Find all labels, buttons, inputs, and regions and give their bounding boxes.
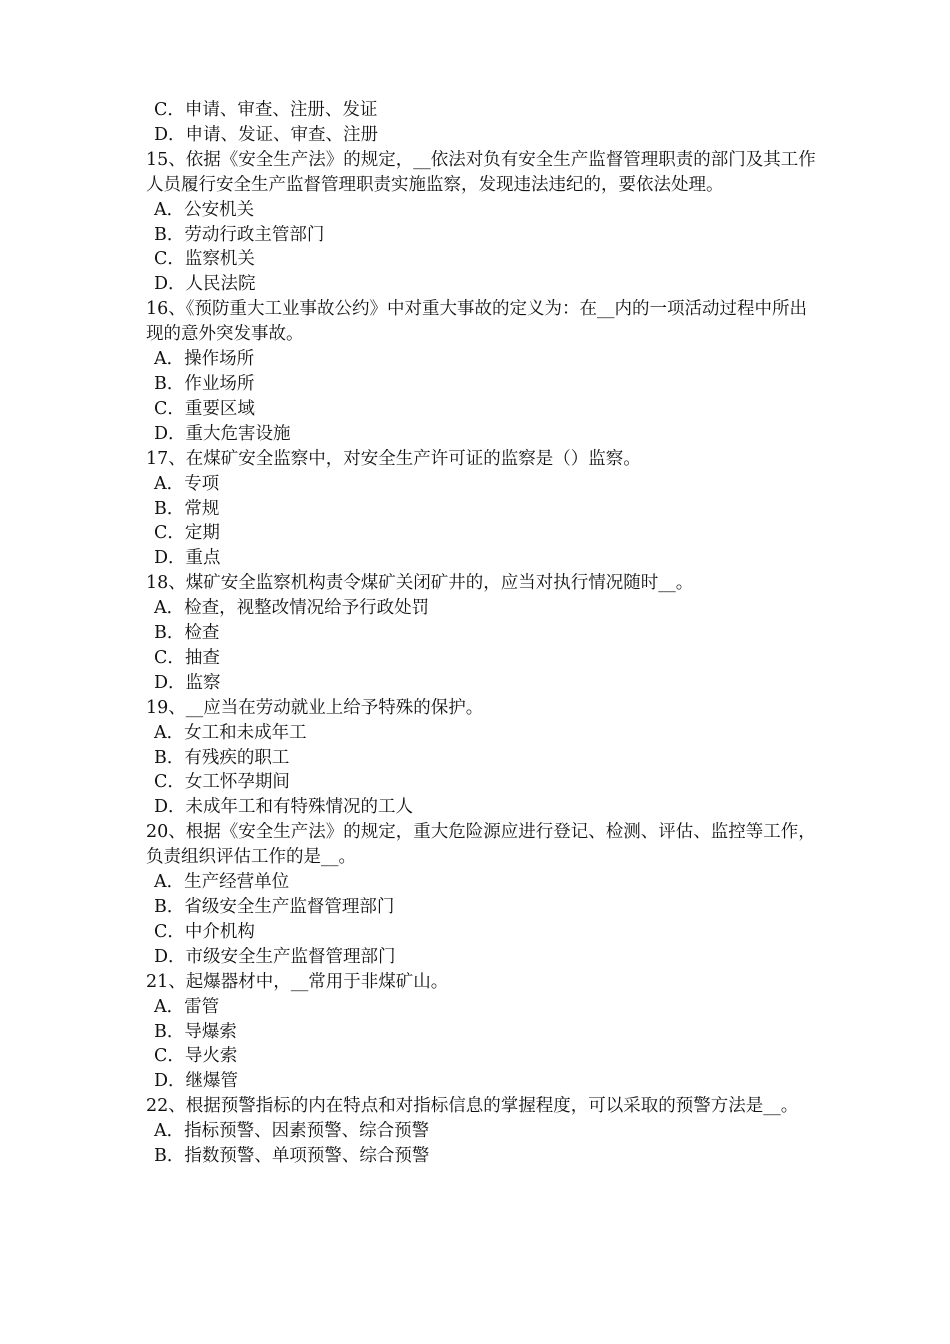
answer-option: C．导火索 <box>154 1046 238 1067</box>
document-body <box>146 98 818 1169</box>
answer-option: A．生产经营单位 <box>154 872 290 893</box>
answer-option: D．监察 <box>154 672 221 693</box>
question-text: 18、煤矿安全监察机构责令煤矿关闭矿井的，应当对执行情况随时__。 <box>146 573 694 594</box>
answer-option: A．女工和未成年工 <box>154 722 307 743</box>
answer-option: D．重点 <box>154 548 221 569</box>
answer-option: B．有残疾的职工 <box>154 747 290 768</box>
answer-option: A．公安机关 <box>154 199 255 220</box>
question-text: 19、__应当在劳动就业上给予特殊的保护。 <box>146 697 484 718</box>
answer-option: D．继爆管 <box>154 1071 239 1092</box>
answer-option: B．常规 <box>154 498 220 519</box>
answer-option: B．检查 <box>154 623 220 644</box>
question-text: 22、根据预警指标的内在特点和对指标信息的掌握程度，可以采取的预警方法是__。 <box>146 1096 799 1117</box>
answer-option: B．作业场所 <box>154 373 255 394</box>
answer-option: D．人民法院 <box>154 274 256 295</box>
answer-option: A．雷管 <box>154 996 220 1017</box>
answer-option: C．抽查 <box>154 647 220 668</box>
answer-option: B．导爆索 <box>154 1021 237 1042</box>
answer-option: D．未成年工和有特殊情况的工人 <box>154 797 414 818</box>
question-text: 20、根据《安全生产法》的规定，重大危险源应进行登记、检测、评估、监控等工作，负责组织评估工作的是__。 <box>146 822 816 868</box>
answer-option: A．检查，视整改情况给予行政处罚 <box>154 598 430 619</box>
answer-option: C．申请、审查、注册、发证 <box>154 100 378 120</box>
answer-option: D．重大危害设施 <box>154 423 291 444</box>
answer-option: A．操作场所 <box>154 349 255 370</box>
answer-option: C．监察机关 <box>154 249 255 270</box>
question-text: 15、依据《安全生产法》的规定，__依法对负有安全生产监督管理职责的部门及其工作人员履行安全生产监督管理职责实施监察，发现违法违纪的，要依法处理。 <box>146 149 816 195</box>
question-text: 16、《预防重大工业事故公约》中对重大事故的定义为：在__内的一项活动过程中所出现的意外突发事故。 <box>146 299 808 345</box>
answer-option: B．指数预警、单项预警、综合预警 <box>154 1146 430 1167</box>
answer-option: D．申请、发证、审查、注册 <box>154 124 379 145</box>
question-text: 21、起爆器材中，__常用于非煤矿山。 <box>146 971 449 992</box>
answer-option: C．中介机构 <box>154 921 255 942</box>
answer-option: A．指标预警、因素预警、综合预警 <box>154 1121 430 1142</box>
question-text: 17、在煤矿安全监察中，对安全生产许可证的监察是（）监察。 <box>146 448 641 469</box>
answer-option: C．重要区域 <box>154 398 255 419</box>
answer-option: C．女工怀孕期间 <box>154 772 290 793</box>
answer-option: C．定期 <box>154 523 220 544</box>
answer-option: B．省级安全生产监督管理部门 <box>154 897 395 917</box>
answer-option: B．劳动行政主管部门 <box>154 224 325 245</box>
answer-option: A．专项 <box>154 473 220 494</box>
answer-option: D．市级安全生产监督管理部门 <box>154 946 396 967</box>
